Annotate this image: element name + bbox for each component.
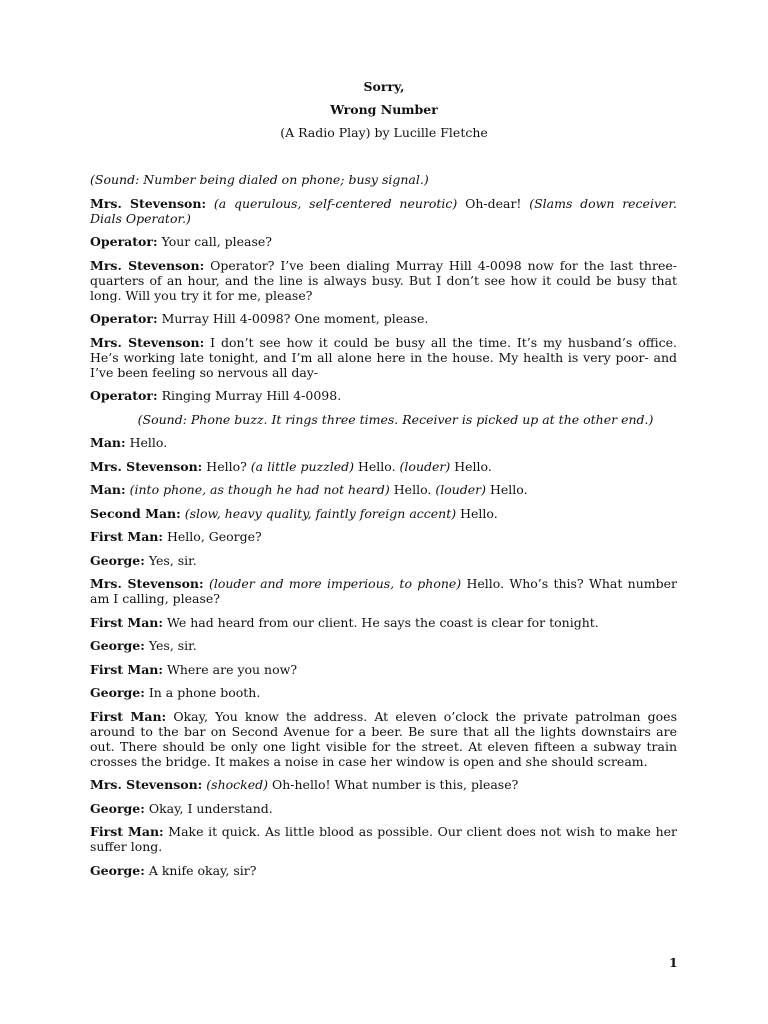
title-line-1: Sorry, (363, 79, 405, 94)
dialogue-line (90, 685, 677, 700)
direction-text: (Sound: Phone buzz. It rings three times. Receiver is picked up at the other end.) (137, 411, 654, 427)
dialogue-line (90, 482, 677, 497)
dialogue-text: Hello. (129, 435, 168, 450)
dialogue-text: Hello. (450, 458, 492, 474)
dialogue-line (90, 638, 677, 653)
direction-text: (slow, heavy quality, faintly foreign accent) (184, 505, 457, 521)
dialogue-line (90, 435, 677, 450)
dialogue-text: Hello, George? (167, 529, 262, 544)
dialogue-line (90, 506, 677, 521)
speaker-name: Man: (90, 482, 126, 497)
direction-text: (louder) (399, 458, 451, 474)
direction-text: (louder) (435, 482, 487, 497)
dialogue-text: Hello. (456, 505, 498, 521)
dialogue-text: Yes, sir. (148, 552, 197, 568)
direction-text: (shocked) (206, 777, 269, 792)
speaker-name: First Man: (90, 708, 167, 724)
dialogue-line (90, 311, 677, 326)
dialogue-text: A knife okay, sir? (148, 862, 257, 878)
direction-text: (into phone, as though he had not heard) (129, 482, 390, 497)
dialogue-line (90, 615, 677, 630)
byline: (A Radio Play) by Lucille Fletche (280, 125, 488, 140)
dialogue-line (90, 662, 677, 677)
speaker-name: George: (90, 638, 145, 653)
speaker-name: George: (90, 800, 145, 816)
speaker-name: Mrs. Stevenson: (90, 458, 203, 474)
dialogue-line (90, 258, 677, 303)
speaker-name: Operator: (90, 311, 158, 326)
stage-direction (90, 172, 677, 187)
dialogue-text: Hello. (389, 482, 436, 497)
dialogue-text: Okay, I understand. (148, 800, 273, 816)
dialogue-text: Where are you now? (167, 661, 298, 677)
dialogue-text: Hello. (486, 482, 528, 497)
speaker-name: Mrs. Stevenson: (90, 195, 207, 211)
speaker-name: First Man: (90, 529, 164, 544)
speaker-name: Man: (90, 435, 126, 450)
dialogue-line (90, 234, 677, 249)
dialogue-line (90, 388, 677, 403)
dialogue-text: Murray Hill 4-0098? One moment, please. (161, 311, 429, 326)
speaker-name: Mrs. Stevenson: (90, 777, 203, 792)
dialogue-line (90, 196, 677, 226)
direction-text: (a querulous, self-centered neurotic) (213, 195, 458, 211)
dialogue-text: In a phone booth. (148, 685, 261, 700)
dialogue-text: Hello. Who’s this? What number am I calling, please? (90, 576, 677, 606)
dialogue-line (90, 801, 677, 816)
speaker-name: First Man: (90, 614, 164, 630)
dialogue-text: Okay, You know the address. At eleven o’clock the private patrolman goes around to the bar on Second Avenue for a beer. Be sure that all the lights downstairs are out. There should be only one light visible for the street. At eleven fifteen a subway train crosses the bridge. It makes a noise in case her window is open and she should scream. (90, 708, 677, 769)
speaker-name: First Man: (90, 661, 164, 677)
dialogue-text: Hello. (354, 458, 400, 474)
direction-text: (Slams down receiver. Dials Operator.) (90, 195, 677, 226)
script-body (90, 172, 677, 886)
dialogue-line (90, 777, 677, 792)
page-number: 1 (669, 955, 678, 970)
speaker-name: Operator: (90, 234, 158, 249)
dialogue-text: Oh-dear! (457, 195, 530, 211)
dialogue-text: Ringing Murray Hill 4-0098. (161, 388, 342, 403)
direction-text: (a little puzzled) (250, 458, 355, 474)
speaker-name: Operator: (90, 388, 158, 403)
dialogue-text: Your call, please? (161, 234, 273, 249)
speaker-name: George: (90, 552, 145, 568)
dialogue-text: I don’t see how it could be busy all the time. It’s my husband’s office. He’s working late tonight, and I’m all alone here in the house. My health is very poor- and I’ve been feeling so nervous all day- (90, 334, 677, 380)
dialogue-line (90, 863, 677, 878)
dialogue-text: Hello? (206, 458, 251, 474)
speaker-name: First Man: (90, 824, 164, 839)
dialogue-text: We had heard from our client. He says the coast is clear for tonight. (167, 614, 599, 630)
dialogue-text: Make it quick. As little blood as possible. Our client does not wish to make her suffer long. (90, 824, 677, 854)
dialogue-line (90, 709, 677, 769)
stage-direction (90, 412, 677, 427)
dialogue-line (90, 553, 677, 568)
dialogue-line (90, 529, 677, 544)
direction-text: (louder and more imperious, to phone) (208, 576, 462, 591)
dialogue-text: Operator? I’ve been dialing Murray Hill 4-0098 now for the last three-quarters of an hour, and the line is always busy. But I don’t see how it could be busy that long. Will you try it for me, please? (90, 257, 677, 303)
dialogue-text: Oh-hello! What number is this, please? (268, 777, 519, 792)
dialogue-text: Yes, sir. (148, 638, 197, 653)
speaker-name: George: (90, 685, 145, 700)
dialogue-line (90, 335, 677, 380)
direction-text: (Sound: Number being dialed on phone; busy signal.) (90, 172, 429, 187)
speaker-name: Mrs. Stevenson: (90, 576, 204, 591)
speaker-name: Second Man: (90, 505, 181, 521)
speaker-name: George: (90, 862, 145, 878)
dialogue-line (90, 824, 677, 854)
speaker-name: Mrs. Stevenson: (90, 257, 205, 273)
dialogue-line (90, 576, 677, 606)
title-line-2: Wrong Number (330, 102, 438, 117)
speaker-name: Mrs. Stevenson: (90, 334, 205, 350)
dialogue-line (90, 459, 677, 474)
